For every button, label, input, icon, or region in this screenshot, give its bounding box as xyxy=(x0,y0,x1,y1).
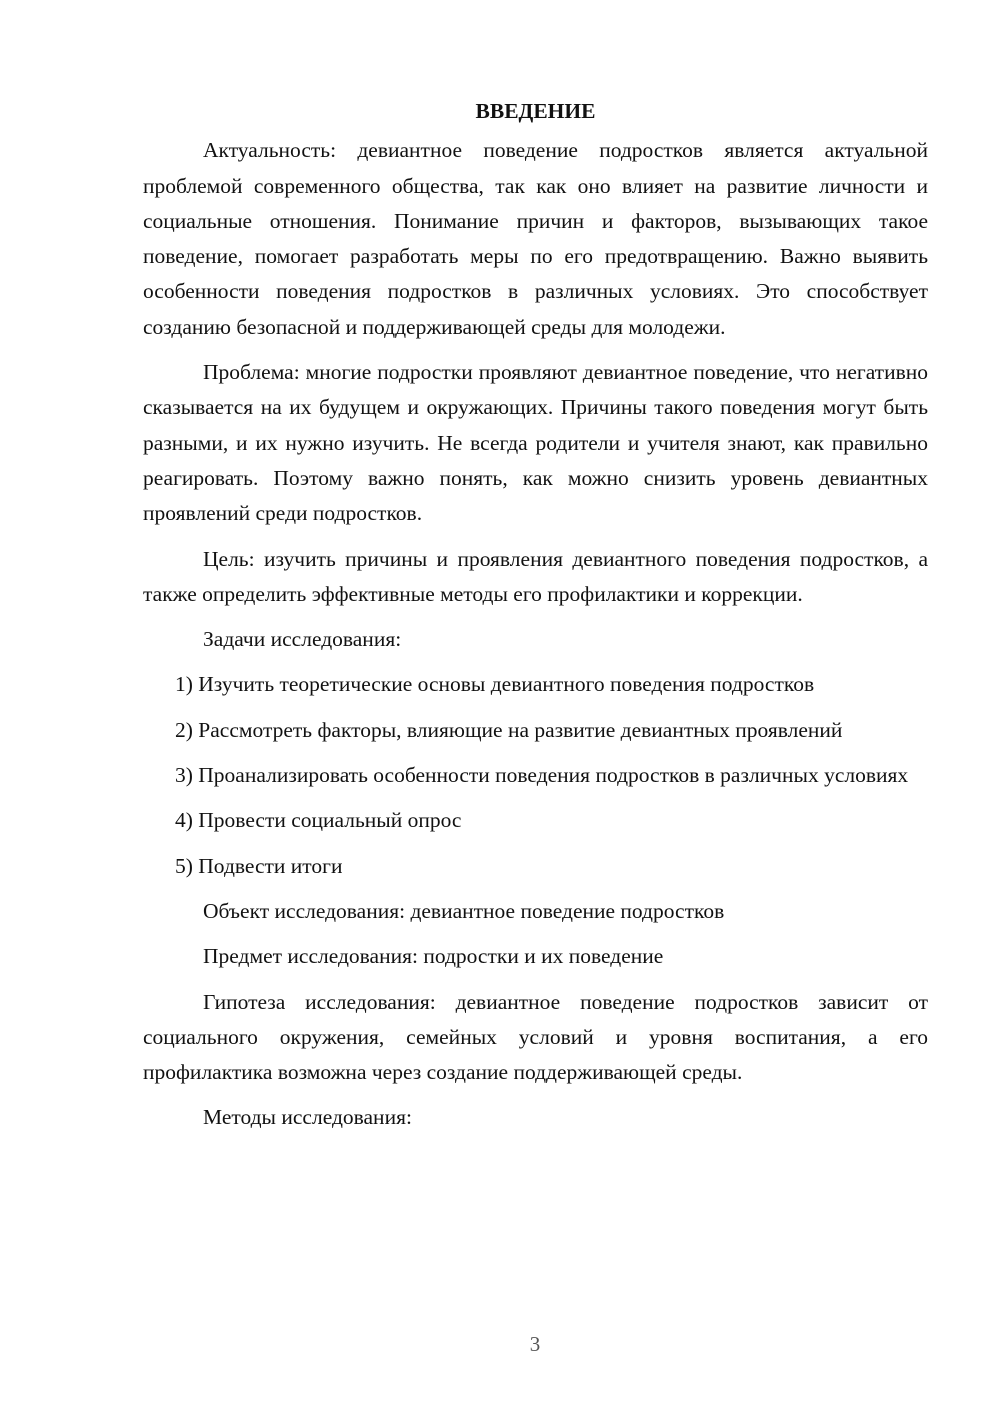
goal-paragraph: Цель: изучить причины и проявления девиантного поведения подростков, а также определить эффективные методы его профилактики и коррекции. xyxy=(143,546,928,606)
tasks-heading: Задачи исследования: xyxy=(203,627,402,652)
task-item-5: 5) Подвести итоги xyxy=(175,853,343,878)
object-paragraph: Объект исследования: девиантное поведение подростков xyxy=(203,898,725,923)
hypothesis-paragraph: Гипотеза исследования: девиантное поведение подростков зависит от социального окружения, семейных условий и уровня воспитания, а его профилактика возможна через создание поддерживающей среды. xyxy=(143,989,928,1085)
task-item-3: 3) Проанализировать особенности поведения подростков в различных условиях xyxy=(175,763,909,788)
page-content xyxy=(143,94,928,1146)
page-number: 3 xyxy=(529,1332,541,1356)
methods-heading: Методы исследования: xyxy=(203,1105,412,1130)
task-item-4: 4) Провести социальный опрос xyxy=(175,808,462,833)
task-item-1: 1) Изучить теоретические основы девиантного поведения подростков xyxy=(175,672,815,697)
problem-paragraph: Проблема: многие подростки проявляют девиантное поведение, что негативно сказывается на их будущем и окружающих. Причины такого поведения могут быть разными, и их нужно изучить. Не всегда родители и учителя знают, как правильно реагировать. Поэтому важно понять, как можно снизить уровень девиантных проявлений среди подростков. xyxy=(143,360,928,526)
section-title: ВВЕДЕНИЕ xyxy=(475,99,596,123)
task-item-2: 2) Рассмотреть факторы, влияющие на развитие девиантных проявлений xyxy=(175,717,843,742)
relevance-paragraph: Актуальность: девиантное поведение подростков является актуальной проблемой современного общества, так как оно влияет на развитие личности и социальные отношения. Понимание причин и факторов, вызывающих такое поведение, помогает разработать меры по его предотвращению. Важно выявить особенности поведения подростков в различных условиях. Это способствует созданию безопасной и поддерживающей среды для молодежи. xyxy=(143,138,928,339)
subject-paragraph: Предмет исследования: подростки и их поведение xyxy=(203,944,664,969)
